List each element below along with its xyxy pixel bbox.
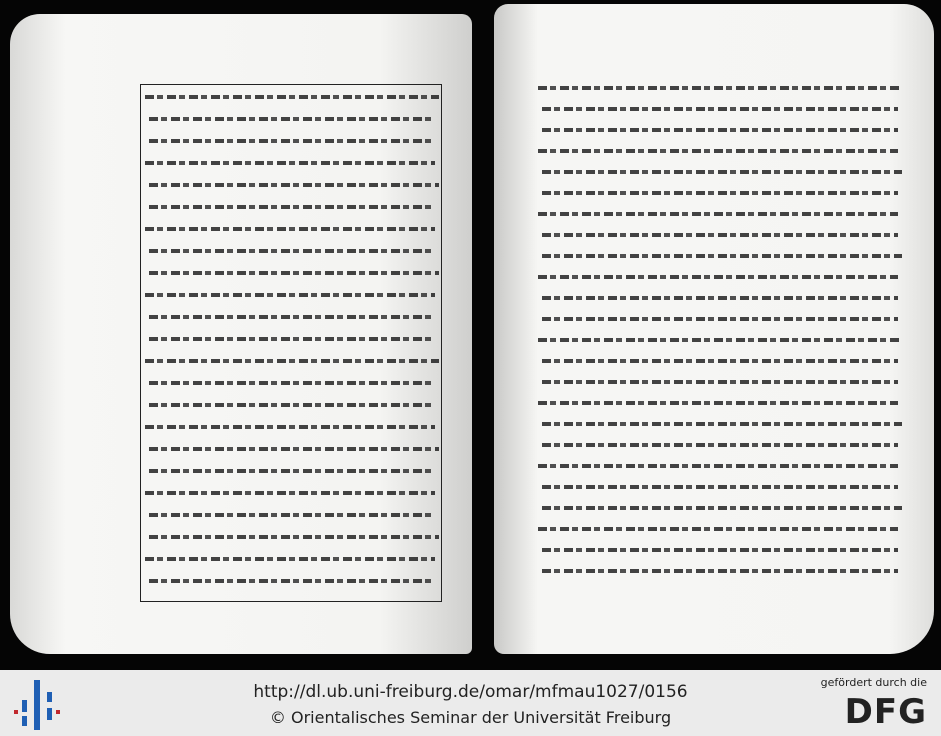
manuscript-text-line <box>145 557 435 561</box>
manuscript-text-line <box>145 161 435 165</box>
manuscript-text-line <box>542 317 898 321</box>
manuscript-text-line <box>542 443 898 447</box>
manuscript-text-line <box>145 227 435 231</box>
manuscript-text-line <box>538 338 902 342</box>
manuscript-text-line <box>149 535 439 539</box>
manuscript-text-line <box>542 359 898 363</box>
manuscript-text-line <box>149 183 439 187</box>
manuscript-text-line <box>542 107 898 111</box>
manuscript-text-line <box>538 275 898 279</box>
manuscript-text-line <box>538 464 898 468</box>
manuscript-text-line <box>542 170 902 174</box>
manuscript-text-line <box>149 381 435 385</box>
manuscript-text-line <box>149 579 435 583</box>
manuscript-text-line <box>145 95 439 99</box>
manuscript-text-line <box>149 271 439 275</box>
manuscript-text-line <box>542 569 898 573</box>
manuscript-text-line <box>542 422 902 426</box>
manuscript-text-line <box>542 380 898 384</box>
manuscript-text-line <box>149 337 435 341</box>
manuscript-text-line <box>538 212 898 216</box>
manuscript-text-line <box>542 233 898 237</box>
manuscript-text-line <box>542 548 898 552</box>
funding-caption: gefördert durch die <box>820 676 927 689</box>
dfg-logo: DFG <box>844 692 927 732</box>
copyright-notice: © Orientalisches Seminar der Universität Freiburg <box>269 708 672 727</box>
manuscript-text-line <box>538 86 902 90</box>
manuscript-text-line <box>149 117 435 121</box>
manuscript-text-line <box>542 485 898 489</box>
left-manuscript-page <box>10 14 472 654</box>
left-arabic-text-block <box>140 84 442 602</box>
right-arabic-text-block <box>534 78 904 588</box>
manuscript-text-line <box>542 191 898 195</box>
manuscript-text-line <box>149 315 435 319</box>
manuscript-text-line <box>149 403 435 407</box>
manuscript-text-line <box>542 254 902 258</box>
manuscript-text-line <box>538 401 898 405</box>
right-manuscript-page <box>494 4 934 654</box>
manuscript-text-line <box>149 249 435 253</box>
manuscript-text-line <box>145 425 435 429</box>
manuscript-text-line <box>538 527 898 531</box>
manuscript-url-link[interactable]: http://dl.ub.uni-freiburg.de/omar/mfmau1027/0156 <box>253 682 688 702</box>
manuscript-text-line <box>538 149 898 153</box>
manuscript-text-line <box>145 491 435 495</box>
manuscript-text-line <box>542 128 898 132</box>
manuscript-text-line <box>149 513 435 517</box>
manuscript-text-line <box>145 359 439 363</box>
manuscript-text-line <box>149 205 435 209</box>
manuscript-text-line <box>149 447 439 451</box>
manuscript-text-line <box>542 506 902 510</box>
manuscript-text-line <box>149 139 435 143</box>
manuscript-text-line <box>145 293 435 297</box>
manuscript-text-line <box>149 469 435 473</box>
manuscript-text-line <box>542 296 898 300</box>
